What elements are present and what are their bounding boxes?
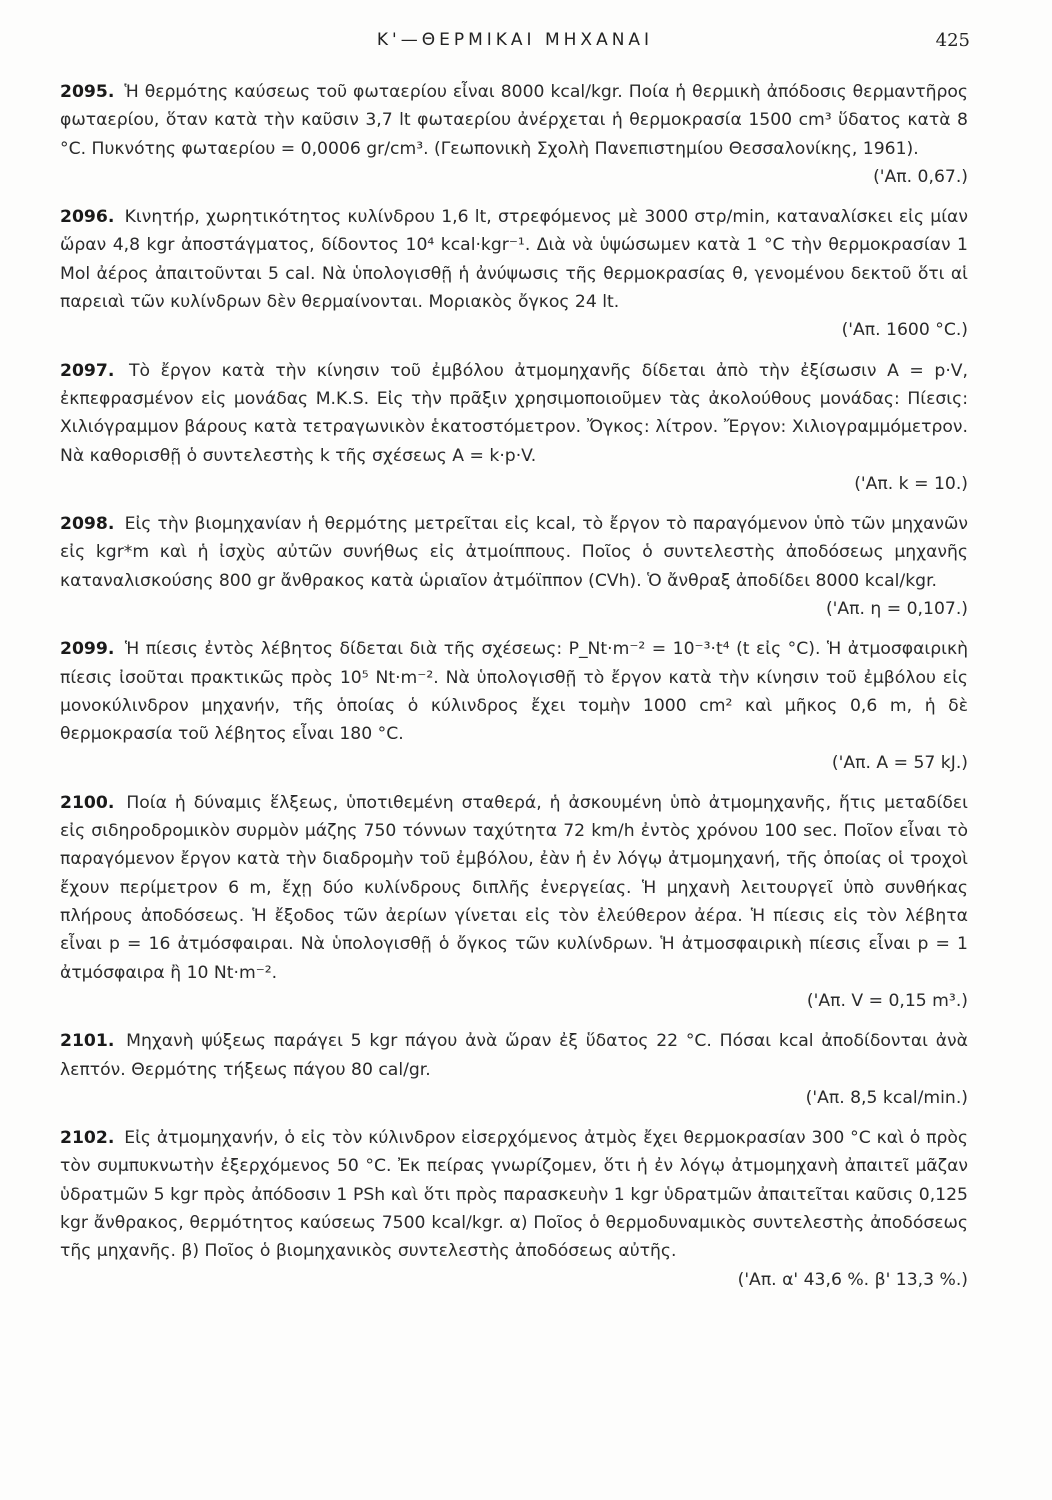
problem-number: 2100. <box>60 792 115 813</box>
problem-number: 2099. <box>60 639 115 660</box>
problem-2098 <box>60 510 968 623</box>
problem-answer: ('Απ. A = 57 kJ.) <box>831 752 968 773</box>
problems-list <box>60 78 968 1306</box>
problem-answer: ('Απ. V = 0,15 m³.) <box>806 990 968 1011</box>
problem-answer: ('Απ. α' 43,6 %. β' 13,3 %.) <box>737 1269 968 1290</box>
problem-text: Εἰς τὴν βιομηχανίαν ἡ θερμότης μετρεῖται εἰς kcal, τὸ ἔργον τὸ παραγόμενον ὑπὸ τῶν μηχανῶν εἰς kgr*m καὶ ἡ ἰσχὺς αὐτῶν συνήθως εἰς ἀτμοίππους. Ποῖος ὁ συντελεστὴς ἀποδόσεως μηχανῆς καταναλισκούσης 800 gr ἄνθρακος κατὰ ὡριαῖον ἀτμόϊππον (CVh). Ὁ ἄνθραξ ἀποδίδει 8000 kcal/kgr. <box>60 514 969 591</box>
problem-text: Ἡ πίεσις ἐντὸς λέβητος δίδεται διὰ τῆς σχέσεως: P_Nt·m⁻² = 10⁻³·t⁴ (t εἰς °C). Ἡ ἀτμοσφαιρικὴ πίεσις ἰσοῦται πρακτικῶς πρὸς 10⁵ Nt·m⁻². Νὰ ὑπολογισθῇ τὸ ἔργον κατὰ τὴν κίνησιν τοῦ ἐμβόλου εἰς μονοκύλινδρον μηχανήν, τῆς ὁποίας ὁ κύλινδρος ἔχει τομὴν 1000 cm² καὶ μῆκος 0,6 m, ἡ δὲ θερμοκρασία τοῦ λέβητος εἶναι 180 °C. <box>60 639 968 745</box>
problem-answer: ('Απ. k = 10.) <box>854 473 968 494</box>
problem-number: 2102. <box>60 1128 115 1149</box>
problem-answer: ('Απ. η = 0,107.) <box>825 599 968 620</box>
problem-text: Εἰς ἀτμομηχανήν, ὁ εἰς τὸν κύλινδρον εἰσερχόμενος ἀτμὸς ἔχει θερμοκρασίαν 300 °C καὶ ὁ πρὸς τὸν συμπυκνωτὴν ἐξερχόμενος 50 °C. Ἐκ πείρας γνωρίζομεν, ὅτι ἡ ἐν λόγῳ ἀτμομηχανὴ ἀπαιτεῖ μᾶζαν ὑδρατμῶν 5 kgr πρὸς ἀπόδοσιν 1 PSh καὶ ὅτι πρὸς παρασκευὴν 1 kgr ὑδρατμῶν ἀπαιτεῖται καῦσις 0,125 kgr ἄνθρακος, θερμότητος καύσεως 7500 kcal/kgr. α) Ποῖος ὁ θερμοδυναμικὸς συντελεστὴς ἀποδόσεως τῆς μηχανῆς. β) Ποῖος ὁ βιομηχανικὸς συντελεστὴς ἀποδόσεως αὐτῆς. <box>60 1128 968 1262</box>
problem-number: 2095. <box>60 82 115 102</box>
problem-number: 2098. <box>60 514 115 535</box>
problem-text: Κινητήρ, χωρητικότητος κυλίνδρου 1,6 lt, στρεφόμενος μὲ 3000 στρ/min, καταναλίσκει εἰς μίαν ὥραν 4,8 kgr ἀποστάγματος, δίδοντος 10⁴ kcal·kgr⁻¹. Διὰ νὰ ὑψώσωμεν κατὰ 1 °C τὴν θερμοκρασίαν 1 Mol ἀέρος ἀπαιτοῦνται 5 cal. Νὰ ὑπολογισθῇ ἡ ἀνύψωσις τῆς θερμοκρασίας θ, γενομένου δεκτοῦ ὅτι αἱ παρειαὶ τῶν κυλίνδρων δὲν θερμαίνονται. Μοριακὸς ὄγκος 24 lt. <box>60 207 968 313</box>
problem-2095 <box>60 78 968 191</box>
problem-answer: ('Απ. 0,67.) <box>873 166 968 187</box>
problem-answer: ('Απ. 8,5 kcal/min.) <box>805 1087 968 1108</box>
problem-answer: ('Απ. 1600 °C.) <box>841 320 968 341</box>
problem-2096 <box>60 203 968 344</box>
problem-text: Ποία ἡ δύναμις ἕλξεως, ὑποτιθεμένη σταθερά, ἡ ἀσκουμένη ὑπὸ ἀτμομηχανῆς, ἥτις μεταδίδει εἰς σιδηροδρομικὸν συρμὸν μάζης 750 τόννων ταχύτητα 72 km/h ἐντὸς χρόνου 100 sec. Ποῖον εἶναι τὸ παραγόμενον ἔργον κατὰ τὴν διαδρομὴν τοῦ ἐμβόλου, ἐὰν ἡ ἐν λόγῳ ἀτμομηχανή, τῆς ὁποίας οἱ τροχοὶ ἔχουν περίμετρον 6 m, ἔχῃ δύο κυλίνδρους διπλῆς ἐνεργείας. Ἡ μηχανὴ λειτουργεῖ ὑπὸ συνθήκας πλήρους ἀποδόσεως. Ἡ ἔξοδος τῶν ἀερίων γίνεται εἰς τὸν ἐλεύθερον ἀέρα. Ἡ πίεσις εἰς τὸν λέβητα εἶναι p = 16 ἀτμόσφαιραι. Νὰ ὑπολογισθῇ ὁ ὄγκος τῶν κυλίνδρων. Ἡ ἀτμοσφαιρικὴ πίεσις εἶναι p = 1 ἀτμόσφαιρα ἢ 10 Nt·m⁻². <box>60 792 968 983</box>
running-head: Κ'—ΘΕΡΜΙΚΑΙ ΜΗΧΑΝΑΙ <box>376 30 654 50</box>
problem-text: Τὸ ἔργον κατὰ τὴν κίνησιν τοῦ ἐμβόλου ἀτμομηχανῆς δίδεται ἀπὸ τὴν ἐξίσωσιν A = p·V, ἐκπεφρασμένον εἰς μονάδας M.K.S. Εἰς τὴν πρᾶξιν χρησιμοποιοῦμεν τὰς ἀκολούθους μονάδας: Πίεσις: Χιλιόγραμμον βάρους κατὰ τετραγωνικὸν ἑκατοστόμετρον. Ὄγκος: λίτρον. Ἔργον: Χιλιογραμμόμετρον. Νὰ καθορισθῇ ὁ συντελεστὴς k τῆς σχέσεως A = k·p·V. <box>60 360 969 466</box>
problem-2097 <box>60 357 968 498</box>
problem-text: Ἡ θερμότης καύσεως τοῦ φωταερίου εἶναι 8000 kcal/kgr. Ποία ἡ θερμικὴ ἀπόδοσις θερμαντῆρος φωταερίου, ὅταν κατὰ τὴν καῦσιν 3,7 lt φωταερίου ἀνέρχεται ἡ θερμοκρασία 1500 cm³ ὕδατος κατὰ 8 °C. Πυκνότης φωταερίου = 0,0006 gr/cm³. (Γεωπονικὴ Σχολὴ Πανεπιστημίου Θεσσαλονίκης, 1961). <box>60 82 968 159</box>
problem-number: 2101. <box>60 1031 115 1052</box>
problem-number: 2097. <box>60 360 115 381</box>
page-header <box>60 30 970 60</box>
problem-number: 2096. <box>60 207 115 228</box>
problem-2100 <box>60 789 968 1015</box>
problem-2102 <box>60 1124 968 1294</box>
page-number: 425 <box>935 30 970 51</box>
problem-text: Μηχανὴ ψύξεως παράγει 5 kgr πάγου ἀνὰ ὥραν ἐξ ὕδατος 22 °C. Πόσαι kcal ἀποδίδονται ἀνὰ λεπτόν. Θερμότης τήξεως πάγου 80 cal/gr. <box>60 1031 968 1080</box>
problem-2101 <box>60 1027 968 1112</box>
problem-2099 <box>60 635 968 776</box>
